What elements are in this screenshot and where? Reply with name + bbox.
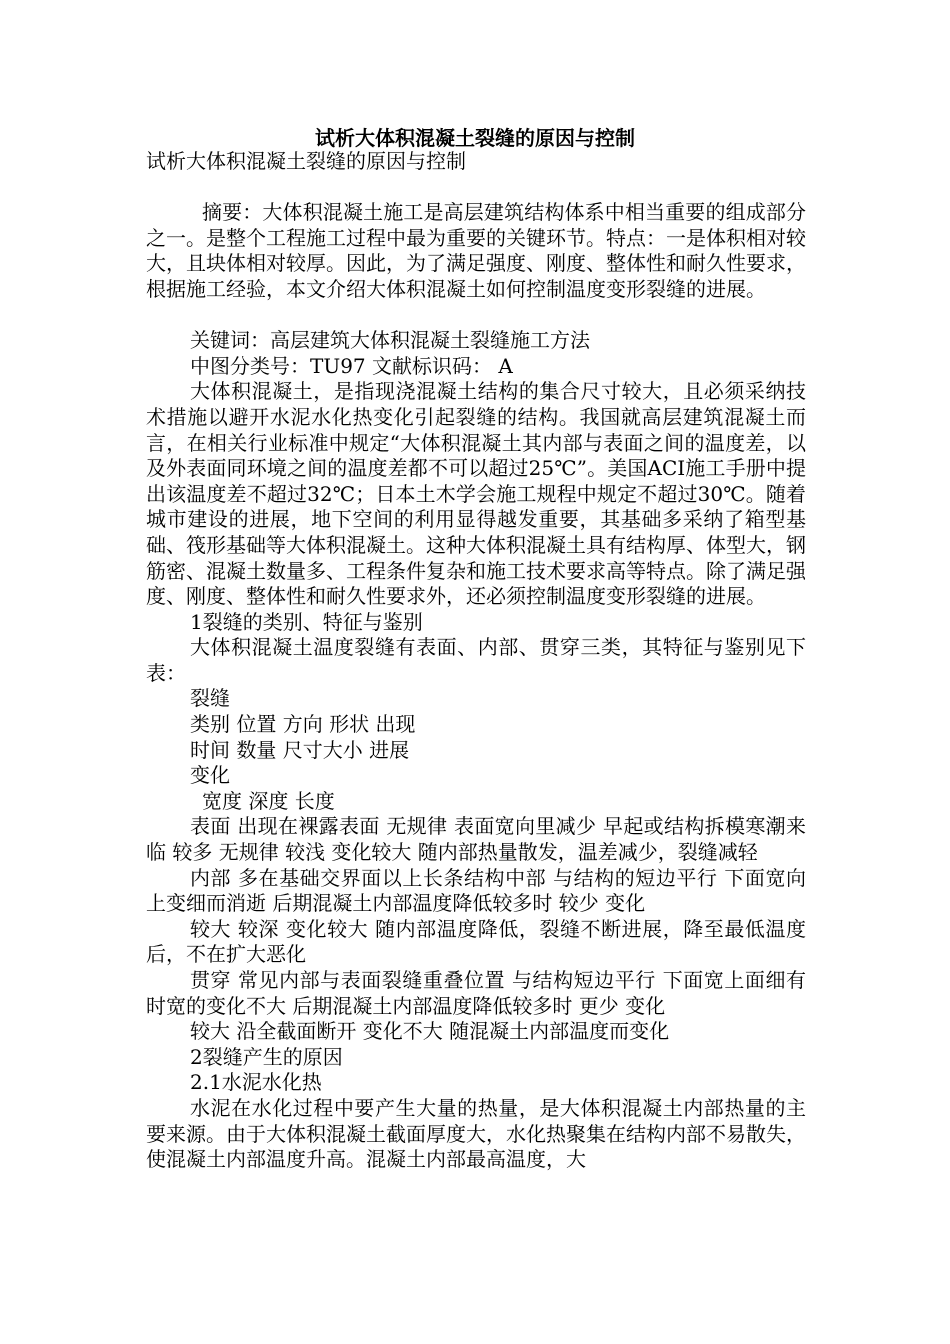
table-header-line: 变化 (190, 763, 230, 788)
section-1-heading: 1裂缝的类别、特征与鉴别 (190, 609, 423, 634)
blank-line (146, 303, 806, 329)
table-header-line: 时间 数量 尺寸大小 进展 (190, 737, 410, 762)
document-body (146, 149, 806, 1173)
table-header-line: 类别 位置 方向 形状 出现 (190, 712, 416, 737)
document-subtitle: 试析大体积混凝土裂缝的原因与控制 (146, 149, 466, 173)
abstract-paragraph: 摘要：大体积混凝土施工是高层建筑结构体系中相当重要的组成部分之一。是整个工程施工过程中最为重要的关键环节。特点：一是体积相对较大，且块体相对较厚。因此，为了满足强度、刚度、整体性和耐久性要求，根据施工经验，本文介绍大体积混凝土如何控制温度变形裂缝的进展。 (146, 200, 806, 301)
section-2-heading: 2裂缝产生的原因 (190, 1044, 343, 1069)
blank-line (146, 175, 806, 201)
intro-paragraph: 大体积混凝土，是指现浇混凝土结构的集合尺寸较大，且必须采纳技术措施以避开水泥水化热变化引起裂缝的结构。我国就高层建筑混凝土而言，在相关行业标准中规定“大体积混凝土其内部与表面之间的温度差，以及外表面同环境之间的温度差都不可以超过25℃”。美国ACI施工手册中提出该温度差不超过32℃；日本土木学会施工规程中规定不超过30℃。随着城市建设的进展，地下空间的利用显得越发重要，其基础多采纳了箱型基础、筏形基础等大体积混凝土。这种大体积混凝土具有结构厚、体型大，钢筋密、混凝土数量多、工程条件复杂和施工技术要求高等特点。除了满足强度、刚度、整体性和耐久性要求外，还必须控制温度变形裂缝的进展。 (146, 379, 806, 609)
section-2-1-paragraph: 水泥在水化过程中要产生大量的热量，是大体积混凝土内部热量的主要来源。由于大体积混凝土截面厚度大，水化热聚集在结构内部不易散失，使混凝土内部温度升高。混凝土内部最高温度，大 (146, 1095, 806, 1172)
section-1-paragraph: 大体积混凝土温度裂缝有表面、内部、贯穿三类，其特征与鉴别见下表： (146, 635, 806, 685)
table-row-through: 贯穿 常见内部与表面裂缝重叠位置 与结构短边平行 下面宽上面细有时宽的变化不大 后期混凝土内部温度降低较多时 更少 变化 (146, 968, 806, 1018)
section-2-1-heading: 2.1水泥水化热 (190, 1070, 322, 1095)
table-row-surface: 表面 出现在裸露表面 无规律 表面宽向里减少 早起或结构拆模寒潮来临 较多 无规律 较浅 变化较大 随内部热量散发，温差减少，裂缝减轻 (146, 814, 806, 865)
table-row-internal-continued: 较大 较深 变化较大 随内部温度降低，裂缝不断进展，降至最低温度后，不在扩大恶化 (146, 916, 806, 967)
document-title: 试析大体积混凝土裂缝的原因与控制 (315, 126, 635, 150)
keywords-line: 关键词：高层建筑大体积混凝土裂缝施工方法 (190, 328, 590, 353)
table-row-through-continued: 较大 沿全截面断开 变化不大 随混凝土内部温度而变化 (190, 1019, 670, 1044)
table-header-line: 裂缝 (190, 686, 230, 711)
table-header-line: 宽度 深度 长度 (202, 788, 335, 813)
table-row-internal: 内部 多在基础交界面以上长条结构中部 与结构的短边平行 下面宽向上变细而消逝 后期混凝土内部温度降低较多时 较少 变化 (146, 865, 806, 916)
classification-line: 中图分类号：TU97 文献标识码： A (190, 353, 513, 378)
